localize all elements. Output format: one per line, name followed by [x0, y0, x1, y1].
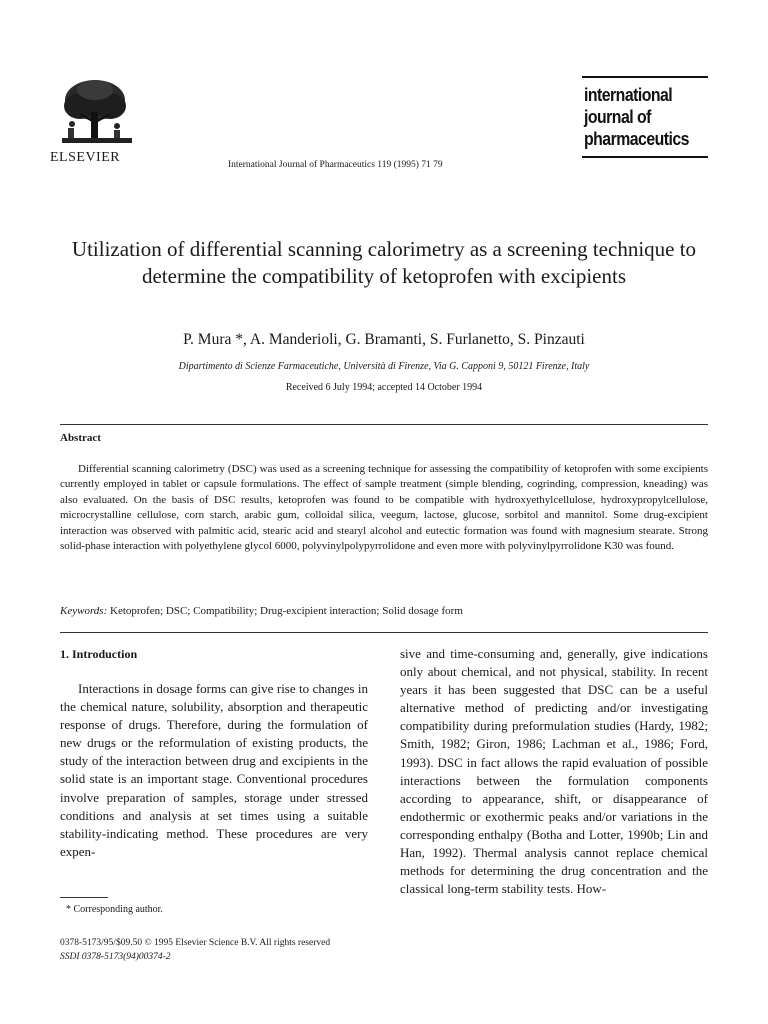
divider-bottom [60, 632, 708, 633]
journal-citation: International Journal of Pharmaceutics 119 (1995) 71 79 [228, 160, 443, 170]
article-title: Utilization of differential scanning calorimetry as a screening technique to determine the compatibility of ketoprofen with excipients [71, 237, 697, 288]
journal-title-line: journal of [584, 107, 651, 127]
abstract-heading: Abstract [60, 432, 101, 444]
body-column-left: Interactions in dosage forms can give rise to changes in the chemical nature, solubility, absorption and therapeutic response of drugs. Therefore, during the formulation of new drugs or the reformulation of existing products, the study of the interaction between drug and excipients in the solid state is an important stage. Conventional procedures involve preparation of samples, storage under stressed conditions and analysis at set times using a suitable stability-indicating method. These procedures are very expen- [60, 681, 368, 859]
affiliation: Dipartimento di Scienze Farmaceutiche, Università di Firenze, Via G. Capponi 9, 50121 Firenze, Italy [178, 361, 590, 372]
journal-rule-top [582, 76, 708, 78]
journal-title-line: international [584, 85, 673, 105]
footnote-corresponding-author: * Corresponding author. [66, 904, 163, 915]
received-dates: Received 6 July 1994; accepted 14 October 1994 [285, 382, 483, 393]
elsevier-tree-logo [50, 76, 140, 156]
keywords-text: Ketoprofen; DSC; Compatibility; Drug-excipient interaction; Solid dosage form [110, 605, 463, 617]
ssdi-line: SSDI 0378-5173(94)00374-2 [60, 952, 171, 962]
journal-title [584, 84, 714, 150]
journal-rule-bottom [582, 156, 708, 158]
journal-title-line: pharmaceutics [584, 129, 689, 149]
section-heading-introduction: 1. Introduction [60, 647, 138, 661]
footnote-rule [60, 897, 108, 898]
abstract-text: Differential scanning calorimetry (DSC) was used as a screening technique for assessing the compatibility of ketoprofen with some excipients currently employed in tablet or capsule formulations. The effect of sample treatment (simple blending, cogrinding, compression, kneading) was also evaluated. On the basis of DSC results, ketoprofen was found to be compatible with hydroxyethylcellulose, hydroxypropylcellulose, microcrystalline cellulose, corn starch, arabic gum, colloidal silica, veegum, lactose, glucose, sorbitol and mannitol. Some drug-excipient interaction was observed with palmitic acid, stearic acid and stearyl alcohol and eutectic formation was found with magnesium stearate. Strong solid-phase interaction with polyethylene glycol 6000, polyvinylpolypyrrolidone and even more with polyvinylpyrrolidone K30 was found. [60, 463, 708, 553]
divider-top [60, 424, 708, 425]
publisher-name: ELSEVIER [50, 150, 121, 165]
keywords [60, 605, 708, 617]
author-list: P. Mura *, A. Manderioli, G. Bramanti, S. Furlanetto, S. Pinzauti [183, 331, 585, 348]
body-column-right: sive and time-consuming and, generally, give indications only about chemical, and not physical, stability. In recent years it has been suggested that DSC can be a useful alternative method of predicting and/or investigating compatibility during preformulation studies (Hardy, 1982; Smith, 1982; Giron, 1986; Lachman et al., 1986; Ford, 1993). DSC in fact allows the rapid evaluation of possible interactions between the formulation components according to appearance, shift, or disappearance of endothermic or exothermic peaks and/or variations in the corresponding enthalpy (Botha and Lotter, 1990b; Lin and Han, 1992). Thermal analysis cannot replace chemical methods for determining the drug concentration and the classical long-term stability tests. How- [400, 646, 708, 897]
keywords-label: Keywords: [60, 605, 108, 617]
copyright-line: 0378-5173/95/$09.50 © 1995 Elsevier Science B.V. All rights reserved [60, 938, 331, 948]
